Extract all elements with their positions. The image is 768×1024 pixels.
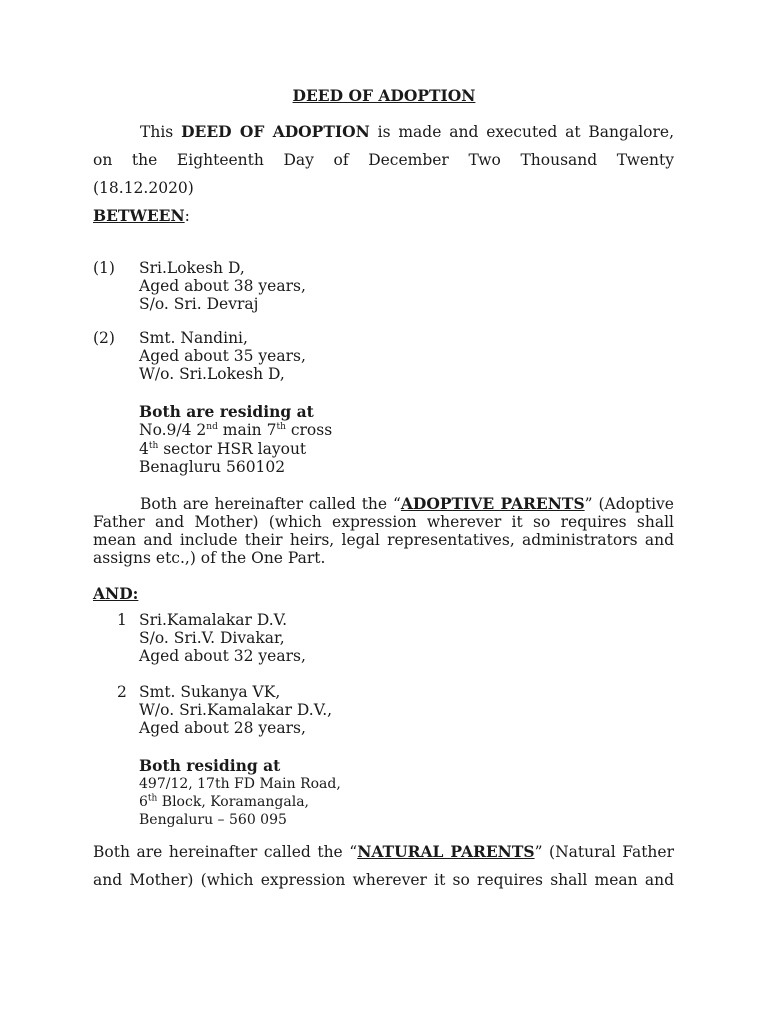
adoptive-line-1: Both are hereinafter called the “ADOPTIVE PARENTS” (Adoptive bbox=[140, 494, 674, 513]
intro-bold-text: DEED OF ADOPTION bbox=[181, 122, 370, 141]
party-line: Aged about 38 years, bbox=[139, 277, 306, 295]
natural-parents-term: NATURAL PARENTS bbox=[357, 842, 535, 861]
natural-line-1: Both are hereinafter called the “NATURAL PARENTS” (Natural Father bbox=[93, 842, 675, 861]
address-heading bbox=[139, 402, 314, 422]
party-number: (2) bbox=[93, 329, 115, 347]
address-heading bbox=[139, 756, 280, 776]
intro-date: (18.12.2020) bbox=[93, 179, 194, 197]
address-heading-text: Both are residing at bbox=[139, 402, 314, 421]
party-line: W/o. Sri.Lokesh D, bbox=[139, 365, 285, 383]
and-label: AND: bbox=[93, 584, 139, 603]
between-heading bbox=[93, 206, 190, 226]
party-line: Aged about 32 years, bbox=[139, 647, 306, 665]
party-line: Aged about 35 years, bbox=[139, 347, 306, 365]
intro-text: is made and executed at Bangalore, bbox=[369, 123, 674, 141]
address-line: Benagluru 560102 bbox=[139, 458, 286, 476]
natural-line-2: and Mother) (which expression wherever it so requires shall mean and bbox=[93, 871, 674, 889]
party-line: Sri.Lokesh D, bbox=[139, 259, 245, 277]
between-label: BETWEEN bbox=[93, 206, 185, 225]
party-line: Smt. Nandini, bbox=[139, 329, 248, 347]
party-line: S/o. Sri.V. Divakar, bbox=[139, 629, 285, 647]
intro-line-1 bbox=[140, 122, 674, 142]
adoptive-line-2: Father and Mother) (which expression wherever it so requires shall bbox=[93, 513, 674, 531]
party-line: S/o. Sri. Devraj bbox=[139, 295, 259, 313]
adoptive-line-4: assigns etc.,) of the One Part. bbox=[93, 549, 326, 567]
between-colon: : bbox=[184, 207, 190, 225]
address-line: Bengaluru – 560 095 bbox=[139, 812, 287, 828]
and-heading bbox=[93, 584, 138, 604]
document-title: DEED OF ADOPTION bbox=[292, 86, 476, 105]
party-line: W/o. Sri.Kamalakar D.V., bbox=[139, 701, 333, 719]
party-number: 1 bbox=[117, 611, 127, 629]
party-line: Smt. Sukanya VK, bbox=[139, 683, 281, 701]
address-line: 497/12, 17th FD Main Road, bbox=[139, 776, 341, 792]
party-number: 2 bbox=[117, 683, 127, 701]
intro-line-2: on the Eighteenth Day of December Two Thousand Twenty bbox=[93, 151, 674, 169]
address-line: No.9/4 2nd main 7th cross bbox=[139, 421, 333, 439]
address-line: 6th Block, Koramangala, bbox=[139, 793, 309, 810]
party-number: (1) bbox=[93, 259, 115, 277]
address-heading-text: Both residing at bbox=[139, 756, 281, 775]
adoptive-parents-term: ADOPTIVE PARENTS bbox=[400, 494, 585, 513]
party-line: Sri.Kamalakar D.V. bbox=[139, 611, 288, 629]
address-line: 4th sector HSR layout bbox=[139, 440, 307, 458]
intro-text: This bbox=[140, 123, 182, 141]
adoptive-line-3: mean and include their heirs, legal representatives, administrators and bbox=[93, 531, 674, 549]
party-line: Aged about 28 years, bbox=[139, 719, 306, 737]
